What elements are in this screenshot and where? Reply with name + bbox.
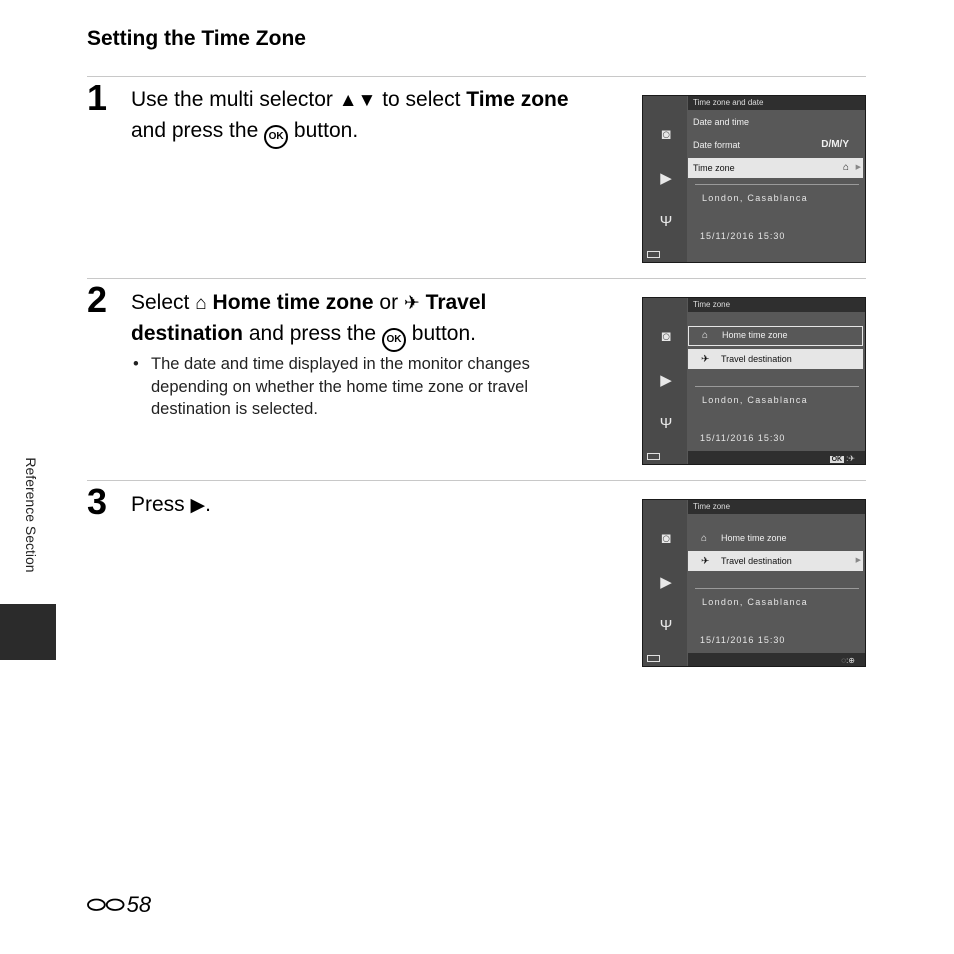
travel-icon: ✈ bbox=[701, 556, 710, 567]
step-1-text: Use the multi selector ▲▼ to select Time zone and press the OK button. bbox=[131, 85, 601, 149]
globe-icon: ⊕ bbox=[848, 656, 855, 665]
section-tab-marker bbox=[0, 604, 56, 660]
ok-hint: OK :✈ bbox=[831, 454, 855, 463]
up-down-arrows-icon: ▲▼ bbox=[338, 90, 377, 111]
step-1-number: 1 bbox=[87, 77, 108, 118]
rotary-icon: ◌ bbox=[841, 656, 847, 665]
menu-sidebar bbox=[643, 500, 687, 666]
option-travel-destination[interactable]: ✈ Travel destination bbox=[688, 349, 863, 369]
home-icon: ⌂ bbox=[195, 293, 207, 314]
city-label: London, Casablanca bbox=[702, 395, 808, 405]
date-time-readout: 15/11/2016 15:30 bbox=[700, 231, 786, 241]
divider bbox=[695, 588, 859, 589]
option-home-time-zone[interactable]: ⌂ Home time zone bbox=[688, 528, 863, 548]
footer-bar bbox=[688, 451, 865, 464]
menu-sidebar bbox=[643, 96, 687, 262]
battery-icon bbox=[647, 453, 660, 460]
menu-item-time-zone[interactable]: Time zone ⌂ ▶ bbox=[688, 158, 863, 178]
footer-bar bbox=[688, 653, 865, 666]
page-number: ⬭⬭58 bbox=[87, 892, 152, 917]
step-2-note: • The date and time displayed in the monitor changes depending on whether the home time zone or travel destination is selected. bbox=[133, 355, 530, 418]
right-arrow-icon: ▶ bbox=[855, 557, 861, 564]
camera-screen-travel-destination bbox=[642, 499, 866, 667]
travel-icon: ✈ bbox=[701, 354, 710, 365]
wrench-icon: Ψ bbox=[659, 415, 673, 432]
camera-icon: ◙ bbox=[661, 530, 671, 547]
travel-icon: ✈ bbox=[403, 293, 420, 314]
right-arrow-icon: ▶ bbox=[855, 164, 861, 171]
camera-icon: ◙ bbox=[661, 328, 671, 345]
step-3-text: Press ▶. bbox=[131, 490, 601, 521]
battery-icon bbox=[647, 251, 660, 258]
date-time-readout: 15/11/2016 15:30 bbox=[700, 433, 786, 443]
movie-camera-icon: ▶ bbox=[660, 372, 672, 389]
movie-camera-icon: ▶ bbox=[660, 574, 672, 591]
world-map-hint: ◌:⊕ bbox=[841, 656, 855, 665]
section-heading: Setting the Time Zone bbox=[87, 27, 306, 50]
city-label: London, Casablanca bbox=[702, 597, 808, 607]
home-icon: ⌂ bbox=[701, 533, 708, 544]
camera-icon: ◙ bbox=[661, 126, 671, 143]
option-travel-destination[interactable]: ✈ Travel destination ▶ bbox=[688, 551, 863, 571]
divider bbox=[87, 480, 866, 481]
home-icon: ⌂ bbox=[842, 162, 849, 173]
camera-screen-time-zone-and-date bbox=[642, 95, 866, 263]
wrench-icon: Ψ bbox=[659, 213, 673, 230]
bullet-icon: • bbox=[133, 355, 139, 373]
menu-item-date-and-time[interactable]: Date and time bbox=[693, 117, 750, 127]
ok-button-icon: OK bbox=[264, 125, 288, 149]
screen-title: Time zone bbox=[688, 298, 865, 312]
divider bbox=[695, 184, 859, 185]
divider bbox=[87, 278, 866, 279]
ok-button-icon: OK bbox=[382, 328, 406, 352]
step-2-text: Select ⌂ Home time zone or ✈ Travel destination and press the OK button. bbox=[131, 288, 601, 352]
wrench-icon: Ψ bbox=[659, 617, 673, 634]
travel-icon: :✈ bbox=[846, 454, 855, 463]
screen-title: Time zone and date bbox=[688, 96, 865, 110]
menu-sidebar bbox=[643, 298, 687, 464]
divider bbox=[87, 76, 866, 77]
section-side-label: Reference Section bbox=[23, 457, 39, 573]
screen-title: Time zone bbox=[688, 500, 865, 514]
movie-camera-icon: ▶ bbox=[660, 170, 672, 187]
step-3-number: 3 bbox=[87, 481, 108, 522]
home-icon: ⌂ bbox=[702, 330, 709, 341]
divider bbox=[695, 386, 859, 387]
date-format-value: D/M/Y bbox=[821, 139, 849, 150]
option-home-time-zone[interactable]: ⌂ Home time zone bbox=[688, 326, 863, 346]
step-2-number: 2 bbox=[87, 279, 108, 320]
reference-icon: ⬭⬭ bbox=[87, 892, 125, 917]
right-arrow-icon: ▶ bbox=[190, 495, 206, 516]
date-time-readout: 15/11/2016 15:30 bbox=[700, 635, 786, 645]
city-label: London, Casablanca bbox=[702, 193, 808, 203]
camera-screen-time-zone-select bbox=[642, 297, 866, 465]
menu-item-date-format[interactable]: Date format D/M/Y bbox=[688, 135, 863, 155]
battery-icon bbox=[647, 655, 660, 662]
